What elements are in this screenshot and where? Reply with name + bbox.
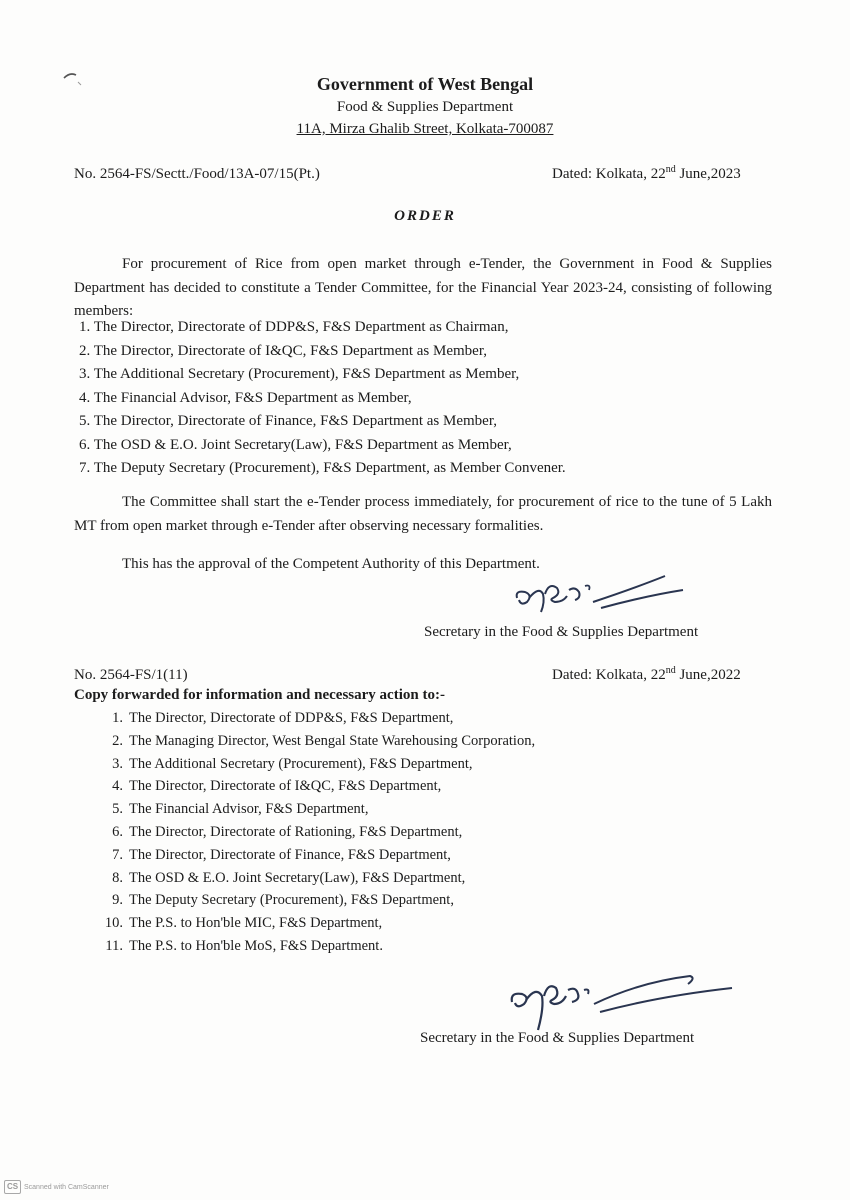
list-item-text: The Director, Directorate of Rationing, F&S Department, <box>129 823 463 840</box>
list-item <box>99 730 535 753</box>
order-title: ORDER <box>394 208 456 224</box>
copy-date-sup: nd <box>665 665 676 676</box>
committee-paragraph <box>74 491 772 538</box>
list-item: 6. The OSD & E.O. Joint Secretary(Law), F&S Department as Member, <box>79 436 512 453</box>
list-item-text: The Additional Secretary (Procurement), F&S Department, <box>129 755 473 772</box>
list-item-text: The Managing Director, West Bengal State Warehousing Corporation, <box>129 732 536 749</box>
order-number: No. 2564-FS/Sectt./Food/13A-07/15(Pt.) <box>74 166 320 182</box>
copy-list <box>99 707 535 958</box>
list-item-number: 2. <box>112 732 123 749</box>
list-item <box>99 753 535 776</box>
list-item-number: 7. <box>112 846 123 863</box>
list-item-number: 6. <box>112 823 123 840</box>
members-list <box>79 316 566 481</box>
list-item: 4. The Financial Advisor, F&S Department as Member, <box>79 389 412 406</box>
list-item-number: 9. <box>112 892 123 909</box>
list-item-number: 3. <box>112 755 123 772</box>
approval-text: This has the approval of the Competent Authority of this Department. <box>122 556 540 572</box>
list-item-text: The Director, Directorate of I&QC, F&S Department, <box>129 778 442 795</box>
list-item: 5. The Director, Directorate of Finance, F&S Department as Member, <box>79 413 497 429</box>
committee-paragraph-text: The Committee shall start the e-Tender process immediately, for procurement of rice to the tune of 5 Lakh MT from open market through e-Tender after observing necessary formalities. <box>74 494 772 534</box>
header-department: Food & Supplies Department <box>336 99 514 115</box>
copy-date-prefix: Dated: Kolkata, 22 <box>552 667 666 683</box>
list-item-number: 1. <box>112 710 123 726</box>
list-item-number: 8. <box>112 869 123 886</box>
order-date-sup: nd <box>665 164 676 175</box>
list-item-text: The Director, Directorate of Finance, F&S Department, <box>129 846 451 863</box>
list-item <box>99 821 535 844</box>
list-item-number: 10. <box>104 915 123 932</box>
list-item <box>99 912 535 935</box>
list-item <box>99 935 535 958</box>
scanner-watermark-text: Scanned with CamScanner <box>24 1183 109 1191</box>
list-item-text: The OSD & E.O. Joint Secretary(Law), F&S Department, <box>129 869 466 886</box>
list-item-text: The Financial Advisor, F&S Department, <box>129 801 369 818</box>
intro-paragraph-text: For procurement of Rice from open market through e-Tender, the Government in Food & Supplies Department has decided to constitute a Tender Committee, for the Financial Year 2023-24, consisting of following members: <box>74 256 772 319</box>
list-item <box>99 889 535 912</box>
list-item-text: The Deputy Secretary (Procurement), F&S Department, <box>129 892 454 909</box>
scanner-watermark <box>4 1180 109 1194</box>
list-item: 7. The Deputy Secretary (Procurement), F&S Department, as Member Convener. <box>79 460 566 476</box>
header-title: Government of West Bengal <box>316 74 534 94</box>
signature-label: Secretary in the Food & Supplies Department <box>424 624 699 640</box>
order-date-prefix: Dated: Kolkata, 22 <box>552 166 666 182</box>
list-item <box>99 867 535 890</box>
header-address: 11A, Mirza Ghalib Street, Kolkata-700087 <box>296 121 554 137</box>
list-item: 3. The Additional Secretary (Procurement), F&S Department as Member, <box>79 366 520 382</box>
list-item-text: The P.S. to Hon'ble MIC, F&S Department, <box>129 915 383 932</box>
order-date <box>552 166 741 183</box>
list-item <box>99 798 535 821</box>
scan-mark-icon <box>62 70 86 90</box>
list-item <box>99 844 535 867</box>
order-date-suffix: June,2023 <box>675 166 741 182</box>
list-item: 2. The Director, Directorate of I&QC, F&S Department as Member, <box>79 342 487 359</box>
list-item-number: 11. <box>105 937 123 954</box>
list-item-number: 4. <box>112 778 123 795</box>
intro-paragraph <box>74 253 772 324</box>
list-item-text: The Director, Directorate of DDP&S, F&S Department, <box>129 710 454 726</box>
list-item <box>99 707 535 730</box>
copy-date-suffix: June,2022 <box>675 667 741 683</box>
signature <box>505 568 695 620</box>
signature <box>500 968 740 1038</box>
camscanner-logo-icon: CS <box>4 1180 21 1194</box>
signature-label: Secretary in the Food & Supplies Department <box>420 1030 695 1046</box>
copy-heading: Copy forwarded for information and necessary action to:- <box>74 687 445 703</box>
list-item <box>99 775 535 798</box>
copy-date <box>552 667 741 684</box>
list-item-number: 5. <box>112 801 123 818</box>
copy-number: No. 2564-FS/1(11) <box>74 667 188 683</box>
list-item: 1. The Director, Directorate of DDP&S, F&S Department as Chairman, <box>79 319 509 335</box>
list-item-text: The P.S. to Hon'ble MoS, F&S Department. <box>129 937 383 954</box>
